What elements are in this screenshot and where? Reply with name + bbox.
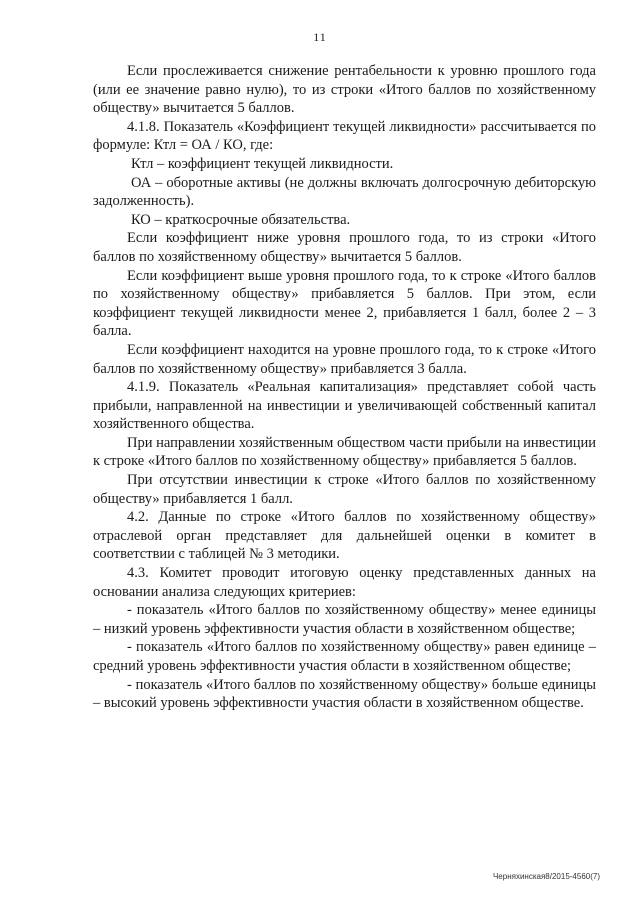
- criterion-medium: - показатель «Итого баллов по хозяйственному обществу» равен единице – средний уровень эффективности участия области в хозяйственном обществе;: [93, 639, 596, 674]
- paragraph-section-4-2: 4.2. Данные по строке «Итого баллов по хозяйственному обществу» отраслевой орган представляет для дальнейшей оценки в комитет в соответствии с таблицей № 3 методики.: [93, 509, 596, 563]
- paragraph-liquidity-same: Если коэффициент находится на уровне прошлого года, то к строке «Итого баллов по хозяйственному обществу» прибавляется 3 балла.: [93, 341, 596, 377]
- paragraph-liquidity-above: Если коэффициент выше уровня прошлого года, то к строке «Итого баллов по хозяйственному обществу» прибавляется 5 баллов. При этом, если коэффициент текущей ликвидности менее 2, прибавляется 1 балл, более 2 – 3 балла.: [93, 267, 596, 340]
- paragraph-investment-present: При направлении хозяйственным обществом части прибыли на инвестиции к строке «Итого баллов по хозяйственному обществу» прибавляется 5 баллов.: [93, 434, 596, 470]
- criterion-low: - показатель «Итого баллов по хозяйственному обществу» менее единицы – низкий уровень эффективности участия области в хозяйственном обществе;: [93, 602, 596, 637]
- paragraph-liquidity-below: Если коэффициент ниже уровня прошлого года, то из строки «Итого баллов по хозяйственному обществу» вычитается 5 баллов.: [93, 230, 596, 265]
- paragraph-real-capitalization: 4.1.9. Показатель «Реальная капитализация» представляет собой часть прибыли, направленной на инвестиции и увеличивающей собственный капитал хозяйственного общества.: [93, 379, 596, 433]
- document-footer-id: Черняхинская8/2015-4560(7): [492, 872, 600, 881]
- page-number: 11: [313, 30, 327, 44]
- criterion-high: - показатель «Итого баллов по хозяйственному обществу» больше единицы – высокий уровень эффективности участия области в хозяйственном обществе.: [93, 676, 596, 712]
- definition-ko: КО – краткосрочные обязательства.: [131, 211, 351, 228]
- paragraph-investment-absent: При отсутствии инвестиции к строке «Итого баллов по хозяйственному обществу» прибавляется 1 балл.: [93, 472, 596, 507]
- definition-oa: ОА – оборотные активы (не должны включать долгосрочную дебиторскую задолженность).: [93, 174, 596, 210]
- definition-ktl: Ктл – коэффициент текущей ликвидности.: [131, 155, 394, 172]
- paragraph-profitability-decline: Если прослеживается снижение рентабельности к уровню прошлого года (или ее значение равно нулю), то из строки «Итого баллов по хозяйственному обществу» вычитается 5 баллов.: [93, 63, 596, 117]
- paragraph-liquidity-indicator: 4.1.8. Показатель «Коэффициент текущей ликвидности» рассчитывается по формуле: Ктл = ОА / КО, где:: [93, 118, 596, 154]
- paragraph-section-4-3: 4.3. Комитет проводит итоговую оценку представленных данных на основании анализа следующих критериев:: [93, 565, 596, 600]
- document-body: [93, 62, 596, 713]
